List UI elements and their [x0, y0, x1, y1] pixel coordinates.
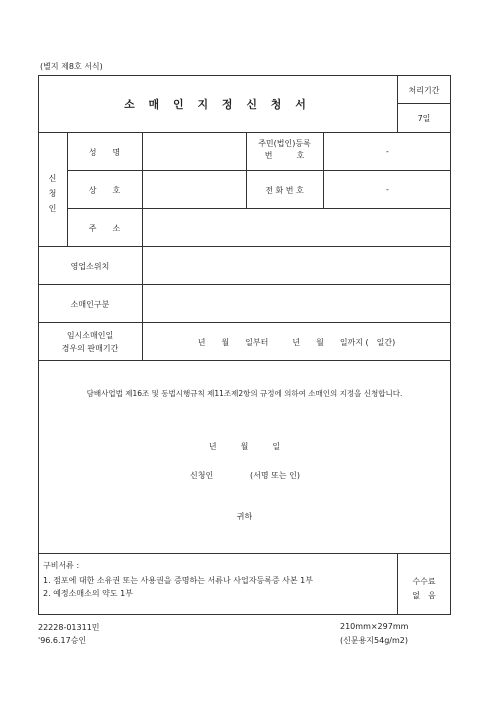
- row-line: [38, 360, 451, 361]
- paper-type: (신문용지54g/m2): [340, 636, 408, 645]
- signature-field[interactable]: (서명 또는 인): [250, 471, 300, 480]
- documents-heading: 구비서류 :: [43, 561, 80, 570]
- fee-label: 수수료: [412, 577, 436, 586]
- business-location-field[interactable]: [143, 247, 450, 283]
- middle-column-divider: [323, 132, 324, 208]
- approval-date: '96.6.17승인: [38, 636, 87, 645]
- trade-name-label: 상 호: [88, 186, 121, 195]
- processing-inner-line: [397, 103, 451, 104]
- applicant-group-label: 신 청 인: [48, 174, 57, 213]
- address-label: 주 소: [88, 224, 121, 233]
- form-code: 22228-01311민: [38, 623, 100, 632]
- row-line: [67, 170, 451, 171]
- resident-number-field[interactable]: -: [386, 147, 389, 156]
- phone-label: 전 화 번 호: [265, 186, 304, 195]
- document-item-2: 2. 예정소매소의 약도 1부: [43, 589, 133, 598]
- address-field[interactable]: [143, 209, 450, 245]
- phone-field[interactable]: -: [386, 185, 389, 194]
- fee-value: 없 음: [412, 591, 436, 600]
- form-title: 소 매 인 지 정 신 청 서: [124, 98, 311, 111]
- paper-size: 210mm×297mm: [340, 622, 409, 631]
- processing-period-value: 7일: [417, 114, 431, 123]
- temporary-period-label: 임시소매인일 경우의 판매기간: [61, 331, 119, 353]
- document-item-1: 1. 점포에 대한 소유권 또는 사용권을 증명하는 서류나 사업자등록증 사본 1부: [43, 576, 313, 585]
- declaration-statement: 담배사업법 제16조 및 동법시행규칙 제11조제2항의 규정에 의하여 소매인의 지정을 신청합니다.: [86, 389, 403, 398]
- application-date[interactable]: 년 월 일: [208, 442, 281, 451]
- retailer-type-label: 소매인구분: [70, 300, 110, 309]
- resident-number-label: 주민(법인)등록 번 호: [258, 139, 311, 160]
- processing-period-label: 처리기간: [408, 86, 440, 95]
- applicant-sign-label: 신청인: [190, 471, 214, 480]
- business-location-label: 영업소위치: [70, 262, 110, 271]
- form-number: (별지 제8호 서식): [40, 62, 103, 71]
- name-field[interactable]: [143, 133, 245, 169]
- name-label: 성 명: [88, 148, 121, 157]
- retailer-type-field[interactable]: [143, 285, 450, 321]
- row-line: [38, 322, 451, 323]
- addressee: 귀하: [236, 512, 253, 521]
- temporary-period-field[interactable]: 년 월 일부터 년 월 일까지 ( 일간): [197, 338, 396, 347]
- trade-name-field[interactable]: [143, 171, 245, 207]
- row-line: [38, 553, 451, 554]
